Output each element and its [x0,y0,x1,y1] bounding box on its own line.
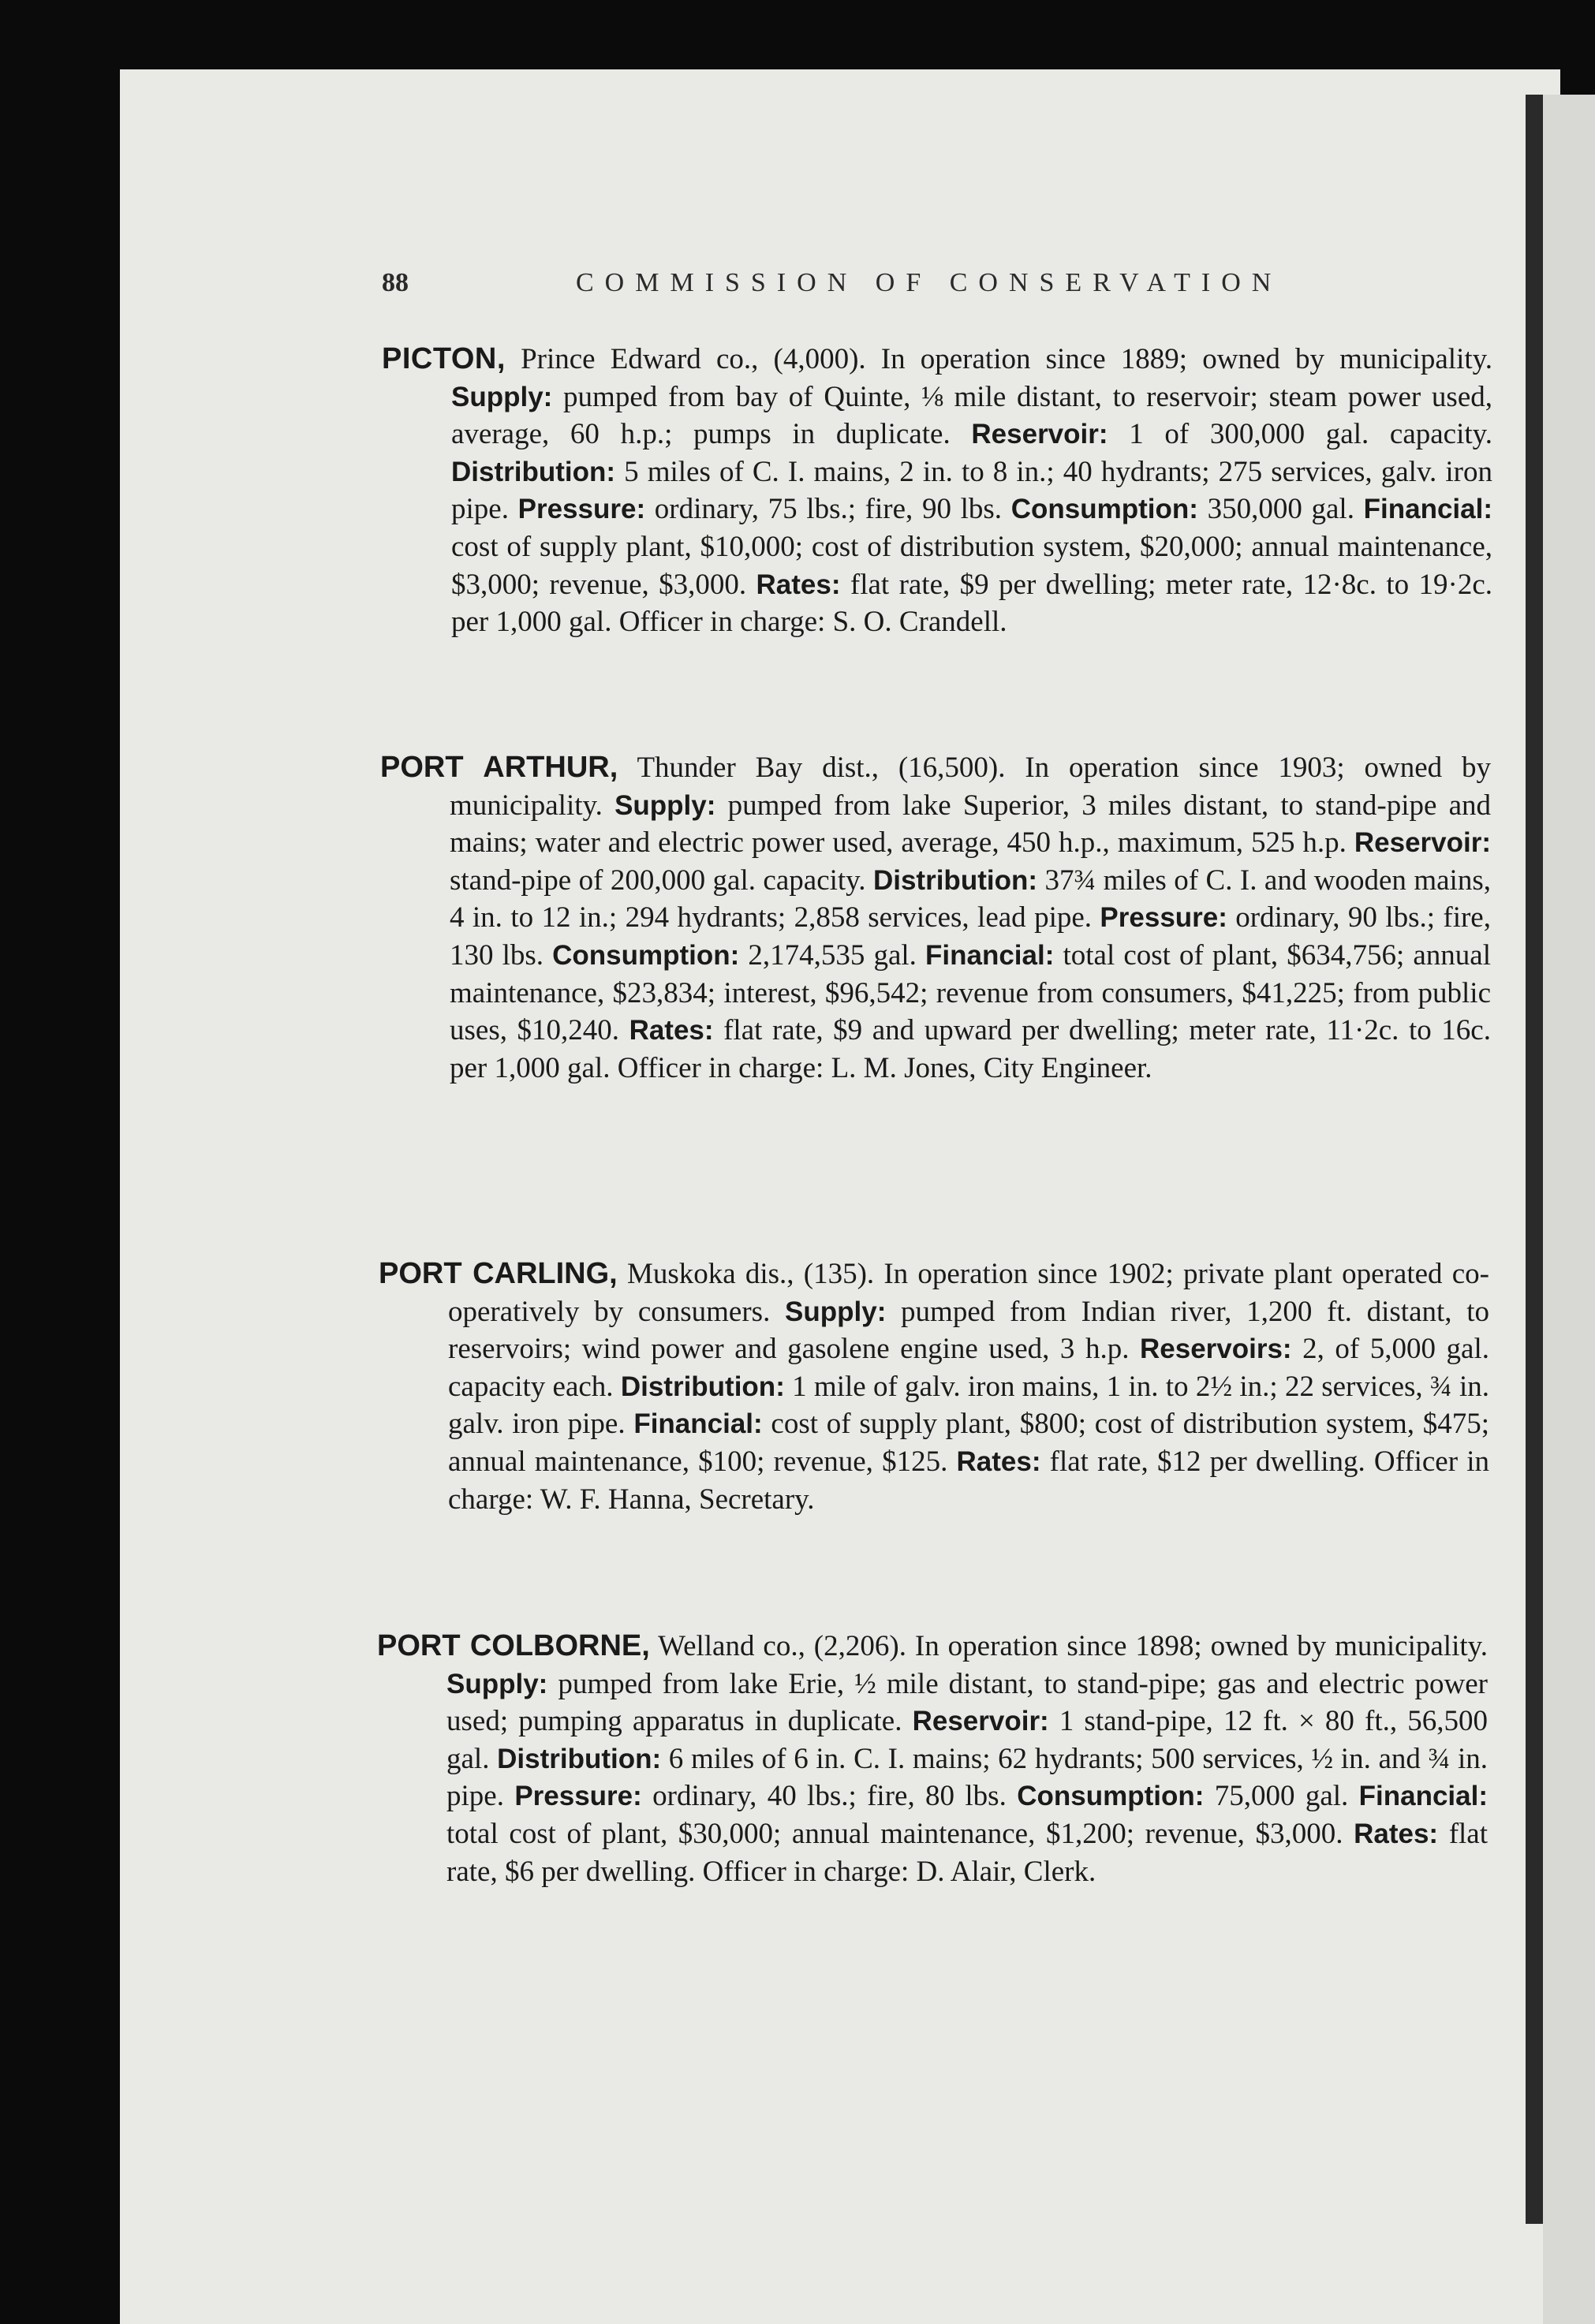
entry-text: stand-pipe of 200,000 gal. capacity. [450,864,873,897]
section-heading: Supply: [446,1668,548,1699]
entry-text: 2,174,535 gal. [739,938,926,972]
entry-port-carling [379,1255,1489,1518]
entry-text: 1 stand-pipe, 12 ft. × 80 ft., 56,500 gal. [446,1705,1488,1775]
running-head-title: COMMISSION OF CONSERVATION [576,268,1283,297]
entry-text: total cost of plant, $634,756; annual maintenance, $23,834; interest, $96,542; revenue from consumers, $41,225; from public uses, $10,240. [450,938,1491,1047]
section-heading: Reservoir: [1354,827,1491,859]
entry-text: 5 miles of C. I. mains, 2 in. to 8 in.; 40 hydrants; 275 services, galv. iron pipe. [451,455,1492,526]
entry-text: pumped from lake Erie, ½ mile distant, to stand-pipe; gas and electric power used; pumping apparatus in duplicate. [446,1667,1488,1738]
entry-text: flat rate, $9 per dwelling; meter rate, 12·8c. to 19·2c. per 1,000 gal. Officer in charge: S. O. Crandell. [451,568,1492,639]
section-heading: Pressure: [517,494,646,525]
section-heading: Pressure: [514,1781,642,1812]
section-heading: Distribution: [872,864,1037,896]
section-heading: Rates: [956,1446,1041,1477]
section-heading: Rates: [756,569,841,600]
section-heading: Distribution: [451,456,616,487]
entry-text: ordinary, 90 lbs.; fire, 130 lbs. [450,901,1491,972]
section-heading: Pressure: [1100,902,1227,934]
entry-text: Prince Edward co., (4,000). In operation since 1889; owned by municipality. [505,343,1492,375]
section-heading: Financial: [633,1408,763,1440]
section-heading: Distribution: [620,1371,785,1402]
entry-text: 75,000 gal. [1204,1780,1359,1813]
entry-text: flat rate, $9 and upward per dwelling; meter rate, 11·2c. to 16c. per 1,000 gal. Officer in charge: L. M. Jones, City Engineer. [450,1014,1491,1084]
entry-text: 1 mile of galv. iron mains, 1 in. to 2½ in.; 22 services, ¾ in. galv. iron pipe. [448,1370,1489,1441]
section-heading: Rates: [629,1015,714,1046]
section-heading: Supply: [785,1296,887,1327]
entry-text: pumped from bay of Quinte, ⅛ mile distant, to reservoir; steam power used, average, 60 h.p.; pumps in duplicate. [451,380,1492,451]
adjacent-page-edge [1543,95,1595,2324]
entry-text: ordinary, 75 lbs.; fire, 90 lbs. [645,493,1011,526]
entry-text: 1 of 300,000 gal. capacity. [1108,418,1493,451]
entry-text: Welland co., (2,206). In operation since 1898; owned by municipality. [649,1630,1488,1662]
entry-port-colborne [377,1628,1488,1890]
section-heading: Financial: [1358,1781,1489,1812]
town-name: PORT CARLING, [379,1257,618,1290]
entry-text: flat rate, $6 per dwelling. Officer in charge: D. Alair, Clerk. [446,1817,1488,1888]
entry-text: 2, of 5,000 gal. capacity each. [448,1333,1489,1403]
section-heading: Consumption: [1010,494,1198,525]
section-heading: Consumption: [552,939,740,971]
entry-text: pumped from Indian river, 1,200 ft. distant, to reservoirs; wind power and gasolene engine used, 3 h.p. [448,1295,1490,1366]
entry-text: cost of supply plant, $800; cost of distribution system, $475; annual maintenance, $100; revenue, $125. [448,1408,1489,1478]
entry-text: ordinary, 40 lbs.; fire, 80 lbs. [641,1780,1018,1813]
page-edge-shadow [1526,95,1543,2224]
entry-text: flat rate, $12 per dwelling. Officer in charge: W. F. Hanna, Secretary. [448,1445,1489,1516]
section-heading: Supply: [451,381,553,412]
town-name: PORT ARTHUR, [380,751,618,784]
section-heading: Distribution: [497,1743,662,1774]
section-heading: Consumption: [1017,1781,1205,1812]
entry-text: cost of supply plant, $10,000; cost of distribution system, $20,000; annual maintenance, $3,000; revenue, $3,000. [451,530,1492,601]
section-heading: Supply: [614,789,716,821]
section-heading: Financial: [1363,494,1492,525]
section-heading: Reservoirs: [1139,1334,1292,1365]
section-heading: Financial: [925,939,1055,971]
section-heading: Reservoir: [971,419,1108,450]
entry-text: 6 miles of 6 in. C. I. mains; 62 hydrants; 500 services, ½ in. and ¾ in. pipe. [446,1742,1488,1813]
entry-text: 37¾ miles of C. I. and wooden mains, 4 in. to 12 in.; 294 hydrants; 2,858 services, lead pipe. [450,864,1491,934]
section-heading: Rates: [1354,1818,1439,1849]
section-heading: Reservoir: [912,1706,1049,1737]
page-number: 88 [382,268,409,297]
entry-text: Thunder Bay dist., (16,500). In operation since 1903; owned by municipality. [450,752,1492,822]
town-name: PICTON, [382,342,506,375]
entry-port-arthur [380,749,1491,1087]
entry-text: total cost of plant, $30,000; annual maintenance, $1,200; revenue, $3,000. [446,1817,1354,1850]
entry-text: Muskoka dis., (135). In operation since 1902; private plant operated co-operatively by consumers. [448,1258,1489,1328]
entry-text: 350,000 gal. [1197,493,1364,526]
entry-text: pumped from lake Superior, 3 miles distant, to stand-pipe and mains; water and electric power used, average, 450 h.p., maximum, 525 h.p. [450,789,1492,860]
entry-picton [382,341,1492,641]
town-name: PORT COLBORNE, [377,1629,650,1662]
running-head [382,268,1415,315]
